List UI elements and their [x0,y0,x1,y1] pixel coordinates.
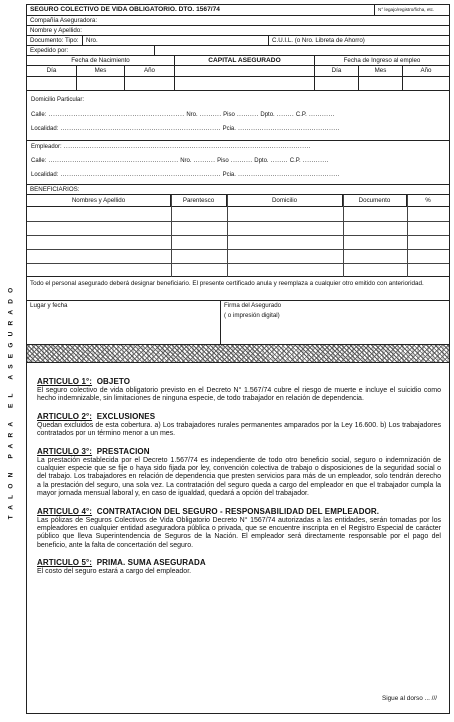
nac-dia-field[interactable] [27,77,77,90]
ing-mes-field[interactable] [359,77,403,90]
beneficiarios-label: BENEFICIARIOS: [30,186,80,193]
nac-mes-field[interactable] [77,77,125,90]
article-4 [37,507,441,551]
col-domicilio: Domicilio [227,195,343,207]
dates-sub-row [27,66,449,77]
lugar-fecha-label: Lugar y fecha [30,302,68,309]
domicilio-piso-label: Piso [223,112,235,118]
security-stripe [27,345,449,363]
fecha-ingreso-label: Fecha de Ingreso al empleo [343,57,421,64]
legajo-label: N° legajo/registro/ficha, etc. [378,7,435,12]
table-row[interactable] [27,221,449,222]
article-1 [37,377,441,404]
table-divider [171,195,172,277]
domicilio-block [27,91,449,141]
capital-asegurado-label: CAPITAL ASEGURADO [175,56,315,78]
domicilio-nro-label: Nro. [186,112,198,118]
article-3 [37,447,441,499]
empleador-line[interactable]: Empleador: .................................................................................................................. [31,144,311,150]
table-row[interactable] [27,263,449,264]
col-parentesco: Parentesco [171,195,227,207]
article-4-heading: ARTICULO 4°: CONTRATACION DEL SEGURO - RESPONSABILIDAD DEL EMPLEADOR. [37,506,380,516]
ing-anio-label: Año [420,67,432,74]
nac-anio-field[interactable] [125,77,175,90]
article-3-body: La prestación establecida por el Decreto 1.567/74 es independiente de todo otro beneficio social, seguro o indemnización de cualquier especie que se fije o haya sido fijada por ley, convención colectiva de trabajo o disposiciones de la seguridad social o del trabajo. Los trabajadores en relación de dependencia que presten servicios para más de un empleador, solo tendrán derecho a la prestación del seguro, una sola vez. La contratación del seguro queda a cargo del empleador en que el trabajador cumpla la mayor jornada mensual laboral y, en caso de igualdad, quedará a opción del trabajador. [37,456,441,498]
compania-field[interactable]: Compañía Aseguradora: [30,17,98,24]
col-nombres: Nombres y Apellido [27,195,171,207]
ing-mes-label: Mes [359,66,403,76]
col-porcentaje: % [407,195,449,207]
dates-value-row [27,77,449,91]
domicilio-calle-line[interactable]: Calle: ............................................................ Nro. .......... Piso .......... Dpto. ........ C.P. ............ [31,112,335,118]
article-1-heading: ARTICULO 1°: OBJETO [37,377,131,386]
expedido-field[interactable]: Expedido por: [27,46,155,55]
article-5-heading: ARTICULO 5°: PRIMA. SUMA ASEGURADA [37,558,206,568]
capital-value-field[interactable] [175,77,315,90]
table-divider [227,195,228,277]
domicilio-dpto-label: Dpto. [260,112,275,118]
beneficiarios-label-row [27,185,449,195]
domicilio-localidad-line[interactable]: Localidad: .......................................................................... Pcia. ............................................... [31,126,340,132]
cuil-field[interactable]: C.U.I.L. (o Nro. Libreta de Ahorro) [272,37,365,44]
documento-tipo-field[interactable]: Documento: Tipo: [27,36,83,45]
empleador-localidad-line[interactable]: Localidad: .......................................................................... Pcia. ............................................... [31,172,340,178]
nombre-row [27,26,449,36]
table-row[interactable] [27,235,449,236]
articles-section [37,377,441,585]
dates-header-row [27,56,449,66]
table-row[interactable] [27,249,449,250]
article-1-body: El seguro colectivo de vida obligatorio previsto en el Decreto N° 1.567/74 cubre el riesgo de muerte e incluye el suicidio como hecho indemnizable, sin limitaciones de ninguna especie, de todo trabajador en relación de dependencia. [37,387,441,403]
documento-row [27,36,449,46]
empleador-calle-line[interactable]: Calle: ............................................................ Nro. .......... Piso .......... Dpto. ........ C.P. ............ [31,158,329,164]
nac-dia-label: Día [27,66,77,76]
nac-mes-label: Mes [77,66,125,76]
beneficiary-notice: Todo el personal asegurado deberá designar beneficiario. El presente certificado anula y reemplaza a cualquier otro emitido con anterioridad. [30,280,424,287]
continue-on-back: Sigue al dorso ... /// [381,695,437,702]
empleador-localidad-label: Localidad: [31,172,59,178]
ing-anio-field[interactable] [403,77,449,90]
documento-nro-field[interactable]: Nro. [83,36,269,45]
capital-asegurado-field[interactable] [175,66,315,76]
domicilio-pcia-label: Pcia. [222,126,236,132]
form-title: SEGURO COLECTIVO DE VIDA OBLIGATORIO. DTO. 1567/74 [27,5,375,15]
firma-label: Firma del Asegurado [224,302,282,309]
empleador-nro-label: Nro. [180,158,192,164]
empleador-cp-label: C.P. [289,158,301,164]
firma-field[interactable] [221,301,449,344]
article-2-heading: ARTICULO 2°: EXCLUSIONES [37,411,156,421]
insurance-form [26,4,450,714]
header-row [27,5,449,16]
empleador-dpto-label: Dpto. [254,158,269,164]
empleador-pcia-label: Pcia. [222,172,236,178]
domicilio-localidad-label: Localidad: [31,126,59,132]
lugar-fecha-field[interactable] [27,301,221,344]
empleador-block [27,141,449,185]
side-label: TALON PARA EL ASEGURADO [7,281,15,519]
domicilio-label: Domicilio Particular: [31,97,85,103]
signature-row [27,301,449,345]
compania-row [27,16,449,26]
ing-dia-label: Día [315,66,359,76]
empleador-calle-label: Calle: [31,158,47,164]
domicilio-cp-label: C.P. [295,112,307,118]
impresion-label: ( o impresión digital) [224,312,280,319]
col-documento: Documento [343,195,407,207]
article-5 [37,558,441,576]
expedido-row [27,46,449,56]
article-2 [37,412,441,439]
nac-anio-label: Año [125,66,175,76]
empleador-piso-label: Piso [217,158,229,164]
article-2-body: Quedan excluidos de esta cobertura. a) Los trabajadores rurales permanentes amparados por la Ley 16.600. b) Los trabajadores contratados por un término menor a un mes. [37,421,441,438]
article-4-body: Las pólizas de Seguros Colectivos de Vida Obligatorio Decreto N° 1567/74 autorizadas a las entidades, serán tomadas por los empleadores en cualquier entidad aseguradora pública o privada, que se encuentre inscripta en el Registro Especial de carácter público que lleva Superintendencia de Seguros de la Nación. El empleador será directamente responsable por el pago del beneficio, ante la falta de concertación del seguro. [37,516,441,549]
domicilio-calle-label: Calle: [31,112,47,118]
fecha-nacimiento-label: Fecha de Nacimiento [27,56,175,65]
notice-row [27,277,449,301]
article-3-heading: ARTICULO 3°: PRESTACION [37,446,150,456]
table-divider [407,195,408,277]
beneficiarios-table [27,195,449,277]
article-5-body: El costo del seguro estará a cargo del empleador. [37,568,192,576]
nombre-field[interactable]: Nombre y Apellido: [30,27,82,34]
table-divider [343,195,344,277]
empleador-label: Empleador: [31,144,62,150]
ing-dia-field[interactable] [315,77,359,90]
